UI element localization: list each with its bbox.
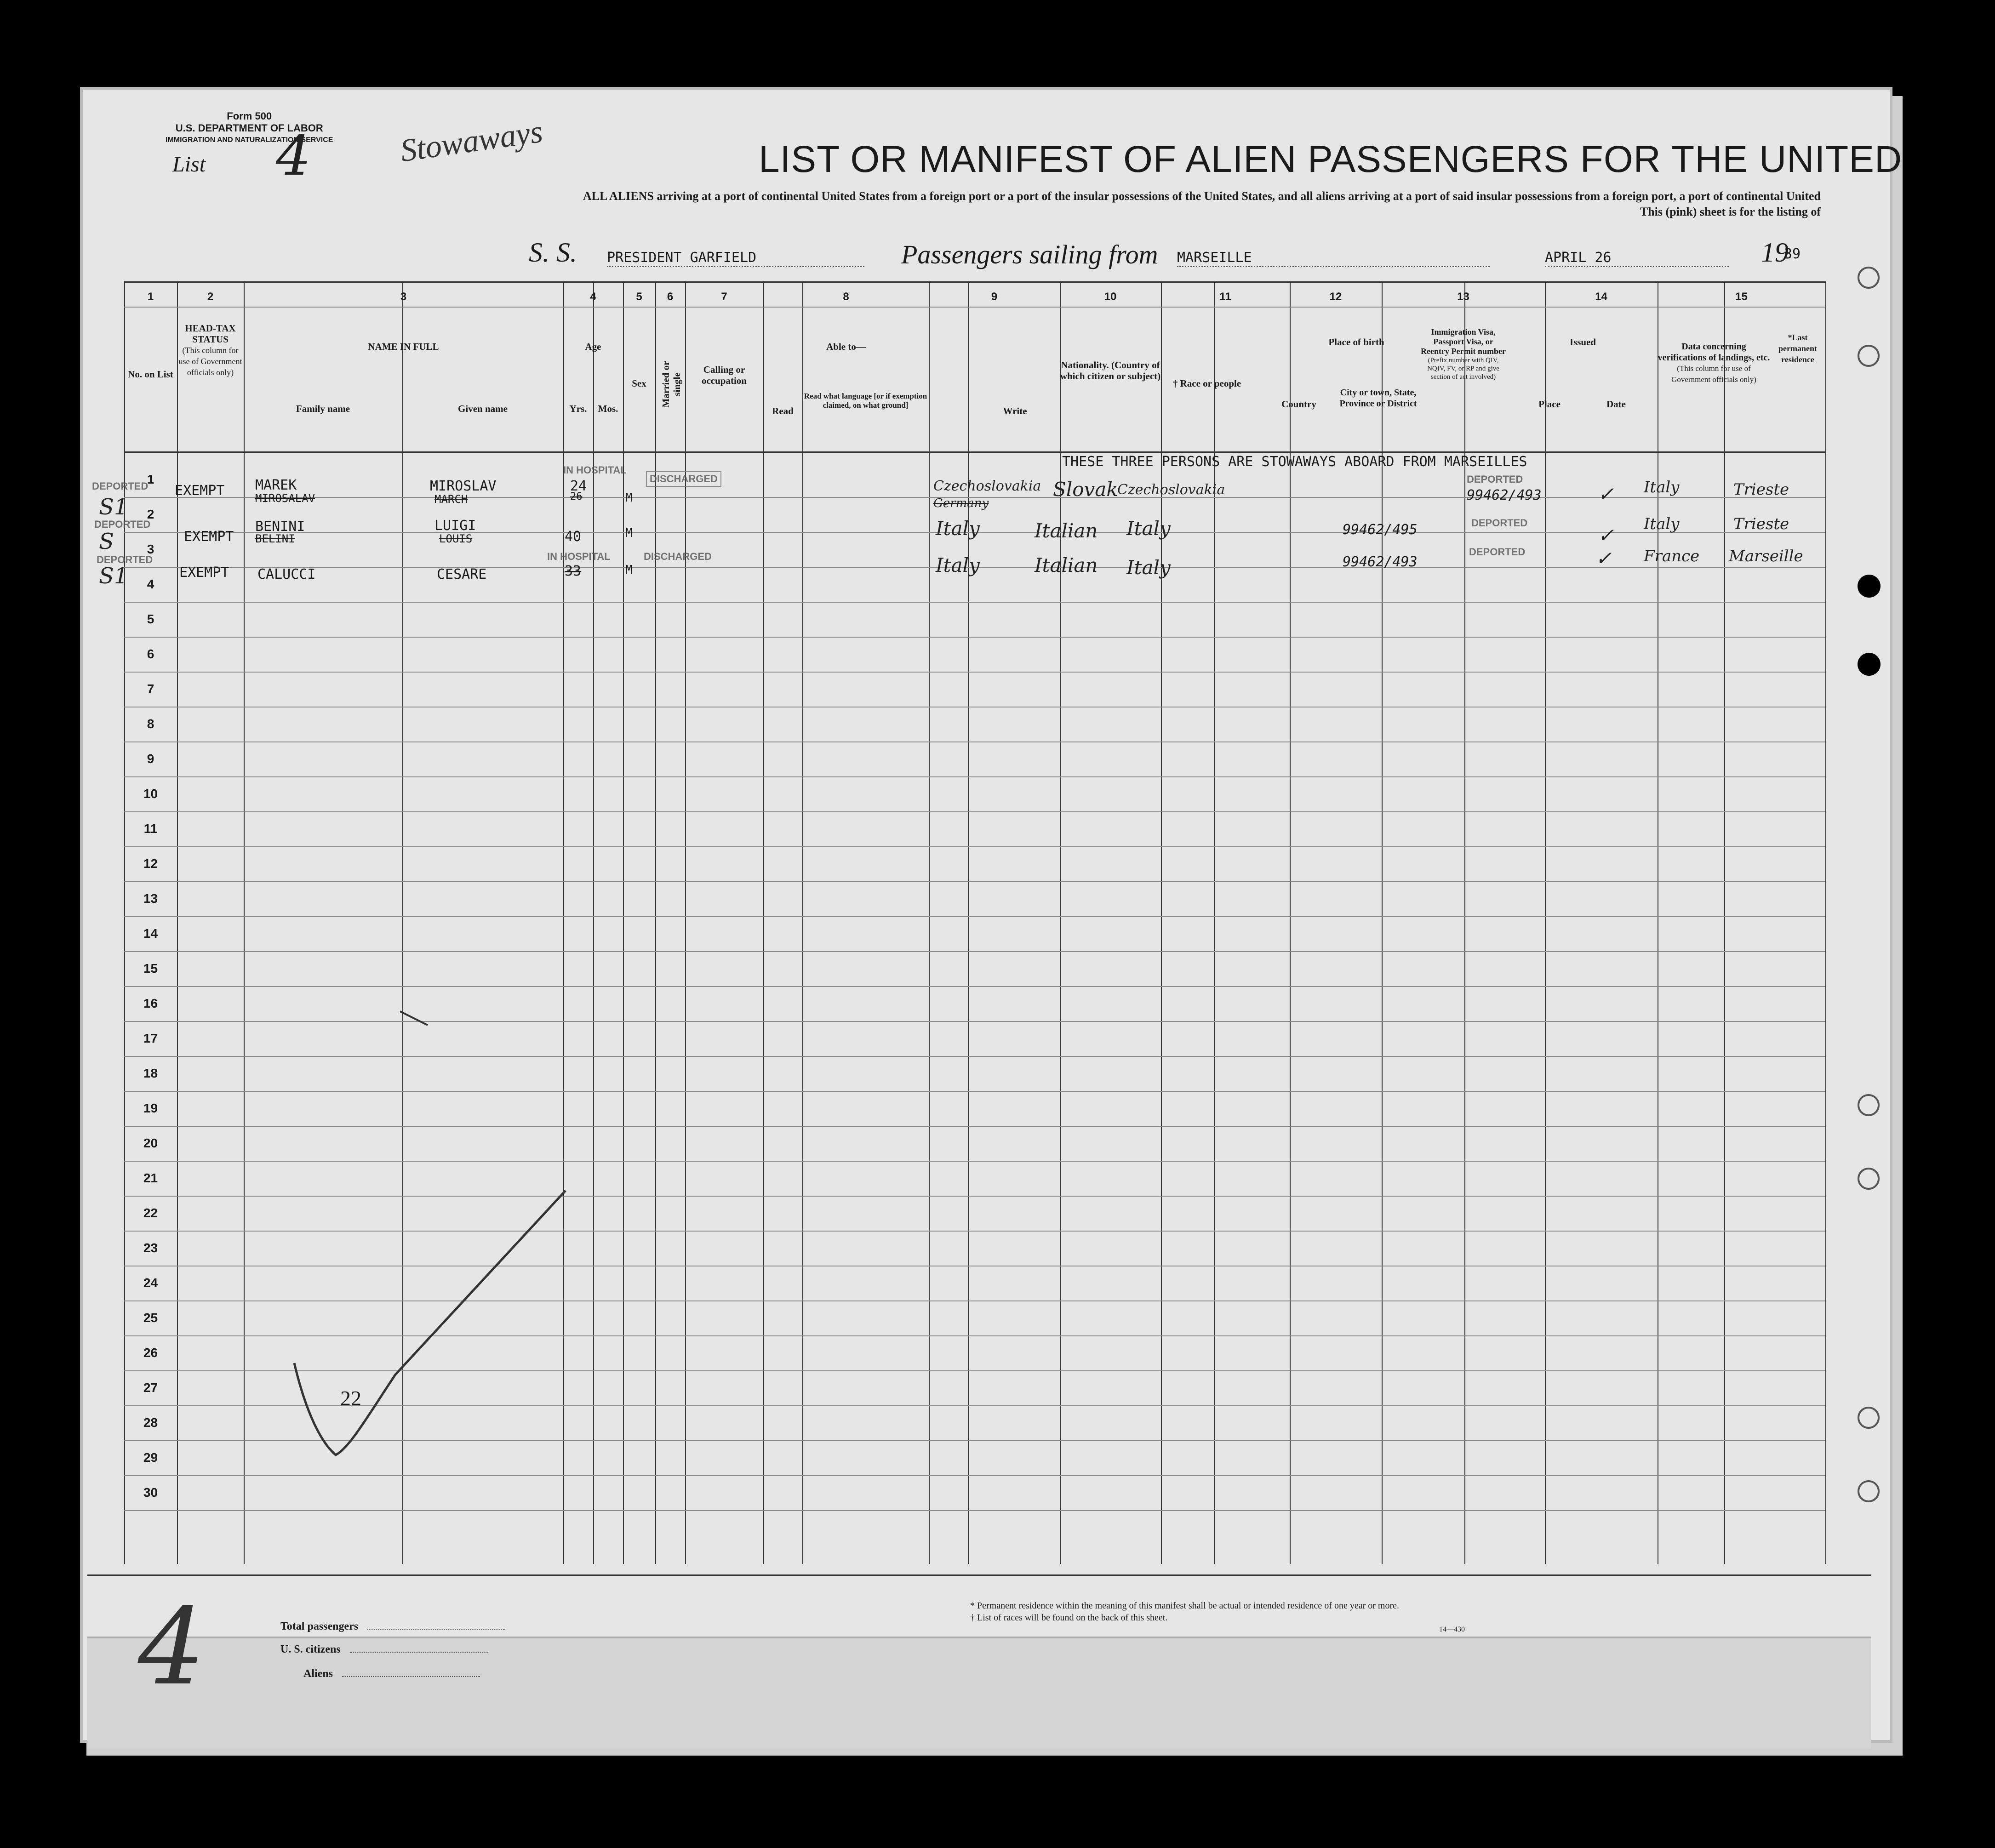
us-citizens: [280, 1643, 488, 1656]
hdr-given-name: Given name: [458, 403, 508, 414]
discharged-stamp: DISCHARGED: [644, 551, 712, 562]
nationality-3: Italy: [936, 554, 980, 576]
list-number: 4: [276, 124, 311, 188]
row-number: 1: [147, 472, 154, 486]
hdr-no-on-list: No. on List: [128, 369, 173, 380]
row-number: 9: [147, 752, 154, 766]
subtitle-line-1: ALL ALIENS arriving at a port of continental United States from a foreign port or a port of the insular possessions of the United States, and all aliens arriving at a port of said insular possessions from a foreign port, a port of continental United: [583, 189, 1821, 203]
res-country-1: Italy: [1644, 478, 1680, 496]
row-number: 12: [143, 856, 158, 871]
hdr-birth-city: City or town, State, Province or District: [1339, 388, 1417, 409]
col-num: 5: [636, 291, 642, 303]
row-number: 13: [143, 891, 158, 906]
deported-stamp: DEPORTED: [97, 554, 153, 565]
tally-count: 22: [340, 1386, 361, 1410]
birth-country-1: Czechoslovakia: [1117, 482, 1225, 498]
age-2: 40: [565, 529, 582, 545]
hdr-nationality: Nationality. (Country of which citizen or subject): [1060, 359, 1161, 382]
col-num: 1: [147, 291, 154, 303]
ship-name: PRESIDENT GARFIELD: [607, 250, 864, 267]
hdr-place-of-birth: Place of birth: [1328, 337, 1384, 348]
family-name-3: CALUCCI: [257, 566, 316, 582]
verification-3: ✓: [1595, 547, 1612, 570]
sailing-label: Passengers sailing from: [901, 240, 1158, 269]
age-1: 24: [570, 478, 587, 494]
row-number: 22: [143, 1206, 158, 1220]
birth-country-2: Italy: [1126, 517, 1171, 540]
marginal-mark-1: S1: [99, 494, 128, 520]
hdr-read: Read: [772, 405, 794, 416]
visa-2: 99462/495: [1343, 522, 1418, 538]
row-number: 15: [143, 961, 158, 975]
given-name-1: MIROSLAV: [430, 478, 497, 494]
hdr-mos: Mos.: [598, 403, 618, 414]
department: U.S. DEPARTMENT OF LABOR: [175, 122, 323, 134]
ss-label: S. S.: [529, 237, 577, 268]
footnote-star: * Permanent residence within the meaning of this manifest shall be actual or intended residence of one year or more.: [970, 1601, 1400, 1611]
family-struck-1: MIROSALAV: [255, 492, 315, 505]
stowaway-note: THESE THREE PERSONS ARE STOWAWAYS ABOARD FROM MARSEILLES: [1062, 454, 1527, 470]
race-3: Italian: [1035, 554, 1098, 576]
age-struck-1: 26: [570, 491, 583, 502]
head-tax-1: EXEMPT: [175, 483, 225, 499]
given-struck-1: MARCH: [434, 493, 468, 506]
hdr-visa-sub: (Prefix number with QIV, NQIV, FV, or RP and give section of act involved): [1427, 357, 1499, 381]
family-name-1: MAREK: [255, 477, 297, 493]
row-number: 5: [147, 612, 154, 626]
row-number: 19: [143, 1101, 158, 1115]
res-country-2: Italy: [1644, 515, 1680, 533]
row-number: 17: [143, 1031, 158, 1045]
row-number: 29: [143, 1450, 158, 1465]
given-name-3: CESARE: [437, 566, 487, 582]
family-struck-2: BELINI: [255, 532, 295, 545]
col-num: 11: [1219, 291, 1231, 303]
hdr-age: Age: [585, 341, 601, 352]
in-hospital-stamp: IN HOSPITAL: [547, 551, 611, 562]
handwritten-total: 4: [138, 1586, 206, 1709]
hdr-verifications-sub: (This column for use of Government officials only): [1671, 364, 1756, 384]
row-number: 11: [143, 821, 158, 836]
row-number: 20: [143, 1136, 158, 1150]
in-hospital-stamp: IN HOSPITAL: [563, 464, 627, 476]
row-number: 18: [143, 1066, 158, 1080]
row-number: 10: [143, 787, 158, 801]
row-number: 16: [143, 996, 158, 1010]
hdr-write: Write: [1003, 405, 1027, 416]
hdr-birth-country: Country: [1281, 399, 1316, 410]
hdr-issued-date: Date: [1606, 399, 1626, 410]
discharged-stamp: DISCHARGED: [646, 471, 721, 487]
row-number: 21: [143, 1171, 158, 1185]
hdr-married-single: Married or single: [660, 361, 682, 408]
form-number: Form 500: [227, 110, 272, 122]
col-num: 6: [667, 291, 674, 303]
nationality-1: Czechoslovakia: [933, 478, 1041, 494]
col-num: 7: [721, 291, 727, 303]
century: 19: [1761, 237, 1789, 268]
res-city-1: Trieste: [1733, 480, 1789, 499]
hdr-visa-title: Immigration Visa, Passport Visa, or Reentry Permit number: [1421, 327, 1506, 356]
row-number: 25: [143, 1311, 158, 1325]
hdr-calling: Calling or occupation: [701, 364, 747, 386]
total-passengers-label: Total passengers: [280, 1620, 359, 1632]
given-name-2: LUIGI: [434, 518, 476, 534]
race-1: Slovak: [1053, 478, 1118, 501]
res-city-2: Trieste: [1733, 515, 1789, 533]
row-number: 26: [143, 1346, 158, 1360]
res-country-3: France: [1644, 547, 1700, 565]
hdr-issued: Issued: [1569, 337, 1596, 348]
col-num: 10: [1104, 291, 1117, 303]
hdr-able-to: Able to—: [826, 341, 866, 352]
hdr-read-language: Read what language [or if exemption claimed, on what ground]: [804, 392, 927, 410]
verification-2: ✓: [1598, 524, 1614, 547]
sex-1: M: [625, 491, 633, 505]
nationality-2: Italy: [936, 517, 980, 540]
year: 39: [1784, 246, 1801, 262]
row-number: 3: [147, 542, 154, 556]
row-number: 24: [143, 1276, 158, 1290]
col-num: 15: [1735, 291, 1748, 303]
footnote-dagger: † List of races will be found on the back of this sheet.: [970, 1613, 1168, 1623]
deported-stamp: DEPORTED: [1469, 546, 1526, 558]
head-tax-3: EXEMPT: [179, 565, 229, 581]
col-num: 12: [1329, 291, 1342, 303]
sailing-date: APRIL 26: [1545, 250, 1729, 267]
sex-3: M: [625, 563, 633, 577]
page-title: LIST OR MANIFEST OF ALIEN PASSENGERS FOR THE UNITED: [759, 138, 1903, 180]
col-num: 4: [590, 291, 596, 303]
row-number: 23: [143, 1241, 158, 1255]
deported-stamp: DEPORTED: [1467, 473, 1523, 485]
nationality-struck-1: Germany: [933, 496, 989, 510]
hdr-name-in-full: NAME IN FULL: [368, 341, 439, 352]
birth-country-3: Italy: [1126, 556, 1171, 579]
hdr-verifications-title: Data concerning verifications of landings, etc.: [1658, 342, 1770, 363]
hdr-sex: Sex: [632, 378, 646, 389]
col-num: 2: [207, 291, 214, 303]
head-tax-2: EXEMPT: [184, 529, 234, 545]
service: IMMIGRATION AND NATURALIZATION SERVICE: [166, 136, 333, 144]
hdr-head-tax-sub: (This column for use of Government officials only): [178, 346, 242, 377]
footnote-code: 14—430: [1439, 1626, 1465, 1633]
row-number: 14: [143, 926, 158, 941]
departure-port: MARSEILLE: [1177, 250, 1490, 267]
footnotes: [970, 1600, 1465, 1636]
row-number: 2: [147, 507, 154, 521]
deported-stamp: DEPORTED: [92, 480, 149, 492]
sex-2: M: [625, 526, 633, 540]
row-number: 4: [147, 577, 154, 591]
res-city-3: Marseille: [1729, 547, 1803, 565]
col-num: 9: [991, 291, 998, 303]
hdr-issued-place: Place: [1538, 399, 1561, 410]
row-number: 6: [147, 647, 154, 661]
hdr-yrs: Yrs.: [569, 403, 587, 414]
issued-1: 99462/493: [1467, 487, 1542, 503]
col-num: 13: [1457, 291, 1469, 303]
row-number: 30: [143, 1485, 158, 1500]
total-passengers: [280, 1620, 505, 1633]
verification-1: ✓: [1598, 483, 1614, 505]
age-3: 33: [565, 563, 582, 579]
col-num: 8: [843, 291, 849, 303]
race-2: Italian: [1035, 519, 1098, 542]
row-number: 7: [147, 682, 154, 696]
deported-stamp: DEPORTED: [94, 519, 151, 530]
col-num: 3: [400, 291, 407, 303]
col-num: 14: [1595, 291, 1607, 303]
subtitle-line-2: This (pink) sheet is for the listing of: [1640, 205, 1821, 218]
aliens: [303, 1668, 480, 1680]
row-number: 28: [143, 1415, 158, 1430]
visa-3: 99462/493: [1343, 554, 1418, 570]
stowaways-annotation: Stowaways: [398, 114, 545, 169]
hdr-last-residence: *Last permanent residence: [1778, 333, 1817, 364]
row-number: 27: [143, 1380, 158, 1395]
marginal-mark-3: S1: [99, 563, 128, 589]
deported-stamp: DEPORTED: [1471, 517, 1528, 529]
list-label: List: [172, 152, 206, 177]
aliens-label: Aliens: [303, 1668, 333, 1680]
marginal-mark-2: S: [99, 529, 114, 554]
hdr-family-name: Family name: [296, 403, 350, 414]
family-name-2: BENINI: [255, 519, 305, 535]
row-number: 8: [147, 717, 154, 731]
hdr-head-tax-title: HEAD-TAX STATUS: [185, 323, 236, 345]
hdr-race: † Race or people: [1172, 378, 1241, 389]
given-struck-2: LOUIS: [439, 532, 473, 545]
us-citizens-label: U. S. citizens: [280, 1643, 341, 1655]
